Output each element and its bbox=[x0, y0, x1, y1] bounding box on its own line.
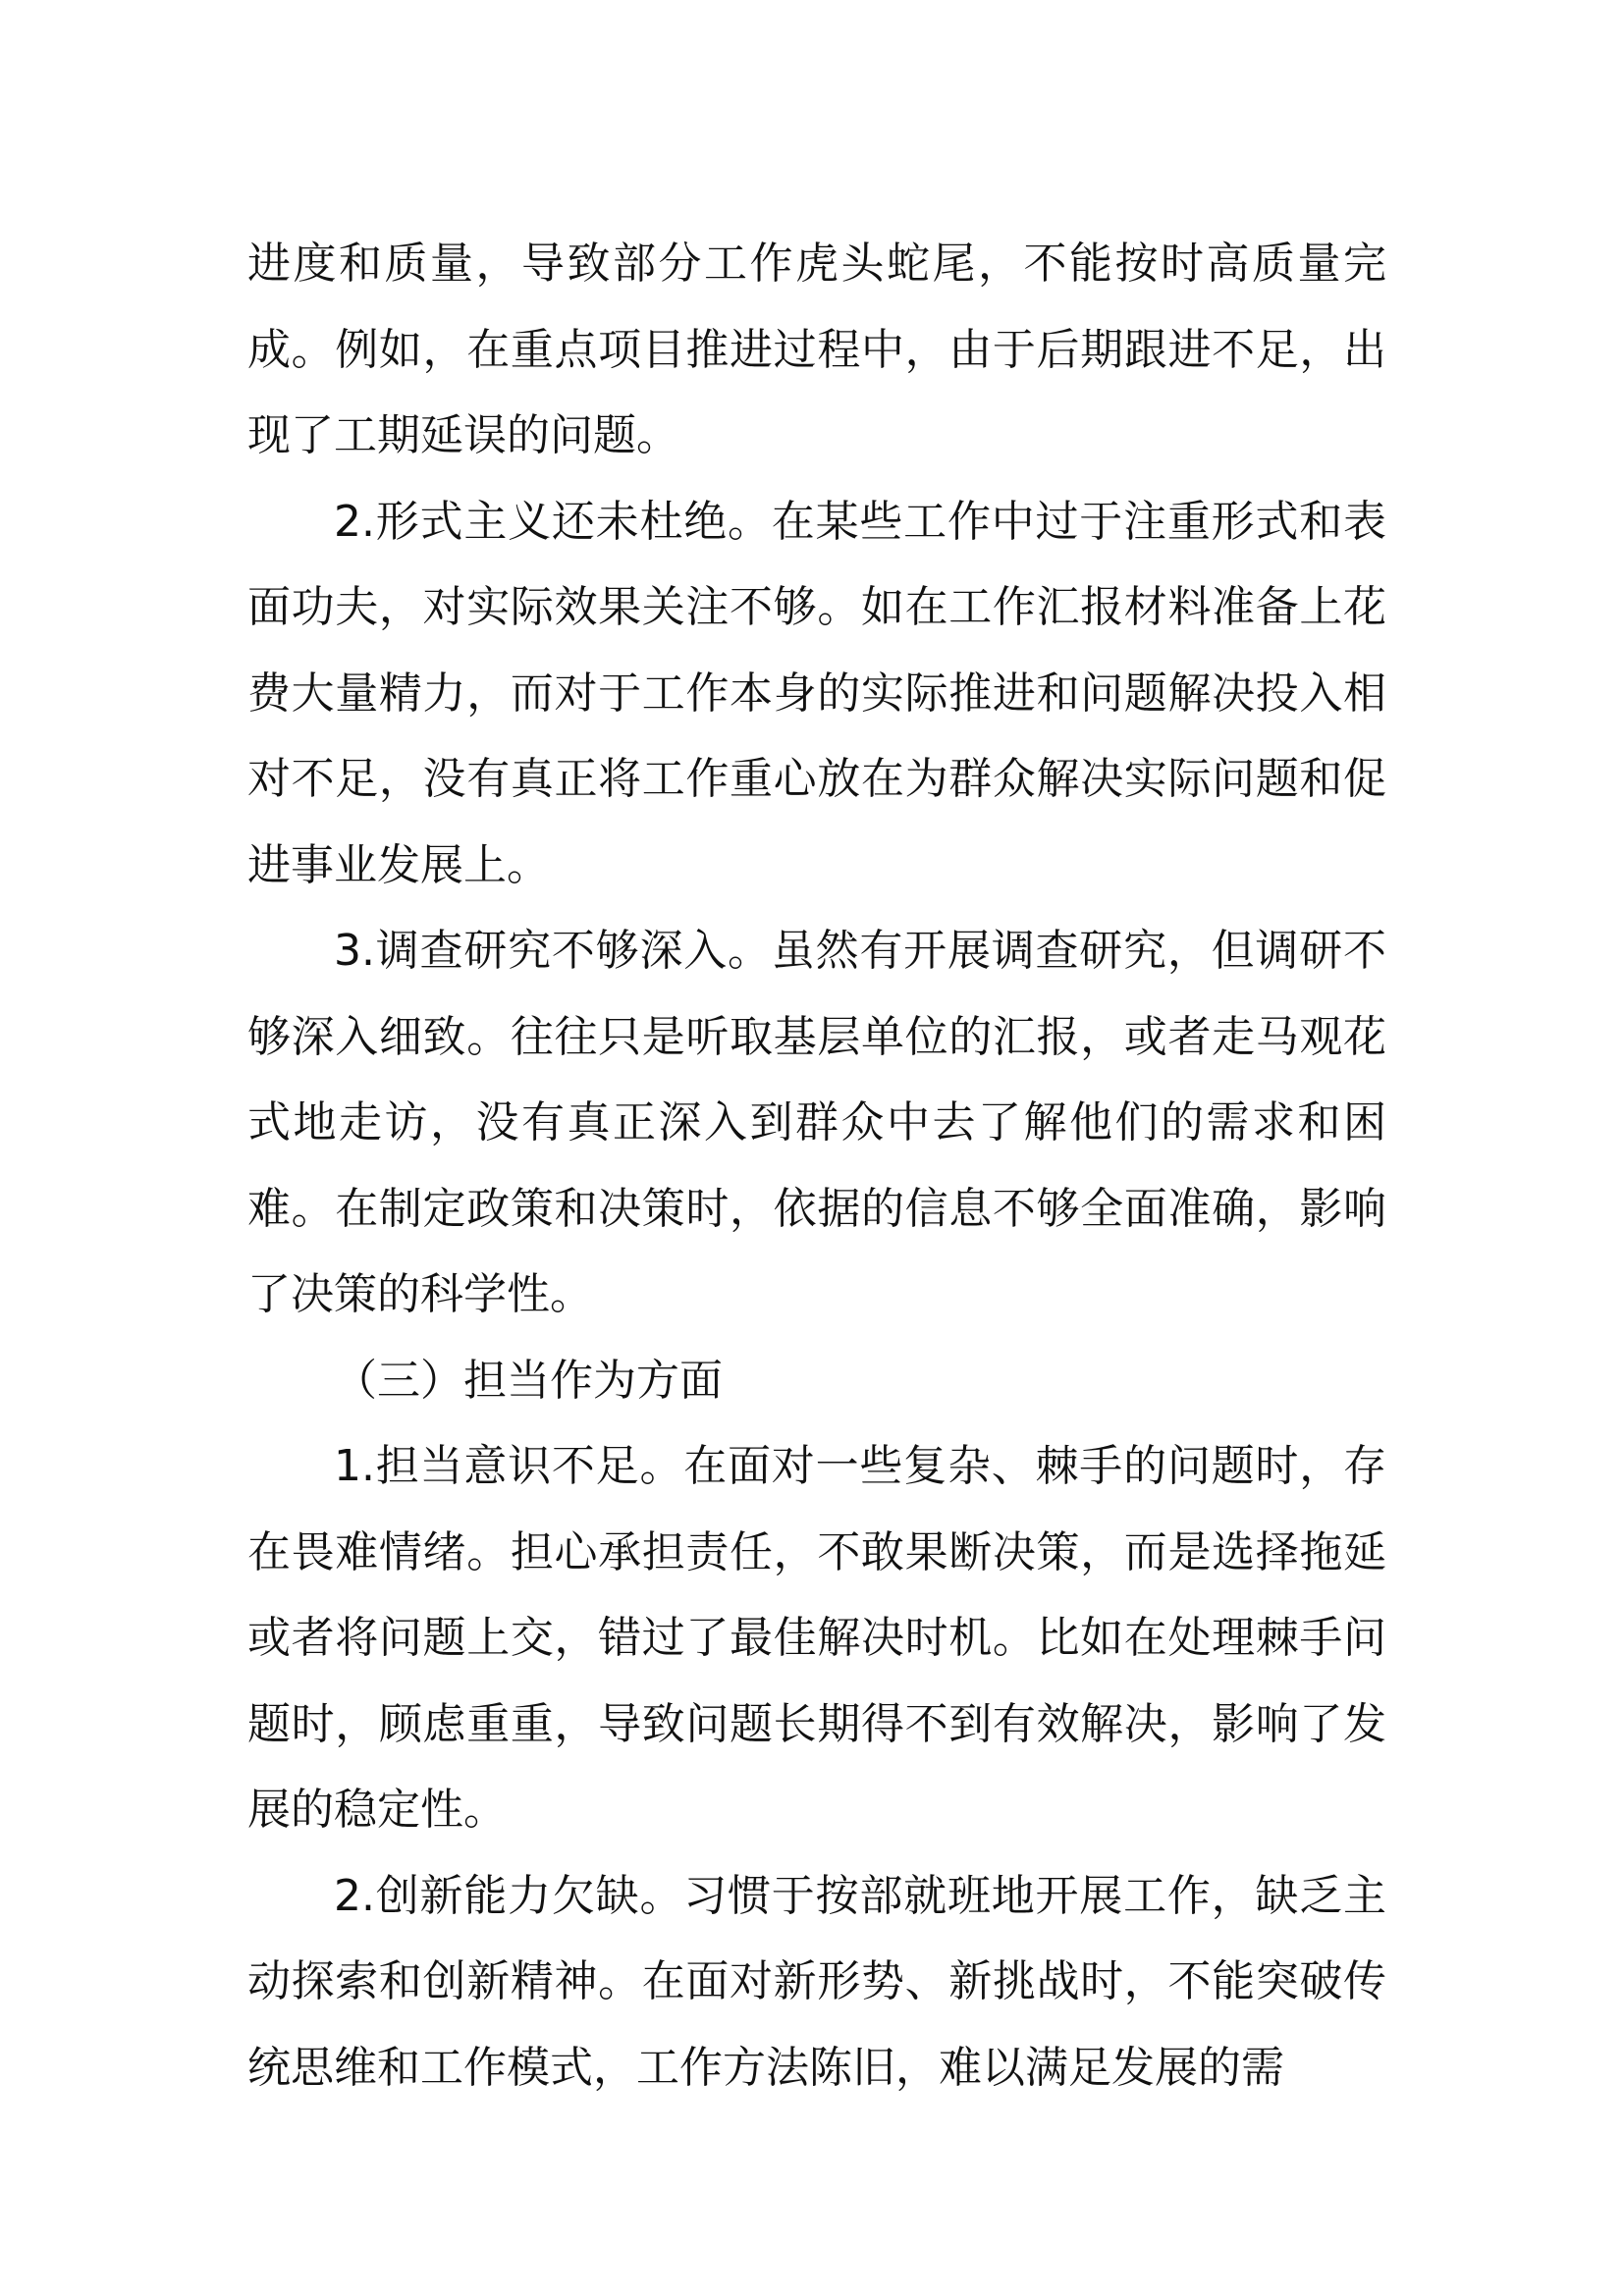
paragraph-formalism: 2.形式主义还未杜绝。在某些工作中过于注重形式和表面功夫，对实际效果关注不够。如在工作汇报材料准备上花费大量精力，而对于工作本身的实际推进和问题解决投入相对不足，没有真正将工作重心放在为群众解决实际问题和促进事业发展上。 bbox=[247, 496, 1386, 890]
paragraph-continuation: 进度和质量，导致部分工作虎头蛇尾，不能按时高质量完成。例如，在重点项目推进过程中，由于后期跟进不足，出现了工期延误的问题。 bbox=[247, 239, 1386, 460]
paragraph-innovation: 2.创新能力欠缺。习惯于按部就班地开展工作，缺乏主动探索和创新精神。在面对新形势、新挑战时，不能突破传统思维和工作模式，工作方法陈旧，难以满足发展的需 bbox=[247, 1870, 1386, 2093]
paragraph-research: 3.调查研究不够深入。虽然有开展调查研究，但调研不够深入细致。往往只是听取基层单位的汇报，或者走马观花式地走访，没有真正深入到群众中去了解他们的需求和困难。在制定政策和决策时，依据的信息不够全面准确，影响了决策的科学性。 bbox=[247, 926, 1386, 1319]
document-body bbox=[247, 221, 1386, 2110]
section-heading: （三）担当作为方面 bbox=[334, 1355, 723, 1406]
paragraph-responsibility: 1.担当意识不足。在面对一些复杂、棘手的问题时，存在畏难情绪。担心承担责任，不敢果断决策，而是选择拖延或者将问题上交，错过了最佳解决时机。比如在处理棘手问题时，顾虑重重，导致问题长期得不到有效解决，影响了发展的稳定性。 bbox=[247, 1441, 1386, 1835]
